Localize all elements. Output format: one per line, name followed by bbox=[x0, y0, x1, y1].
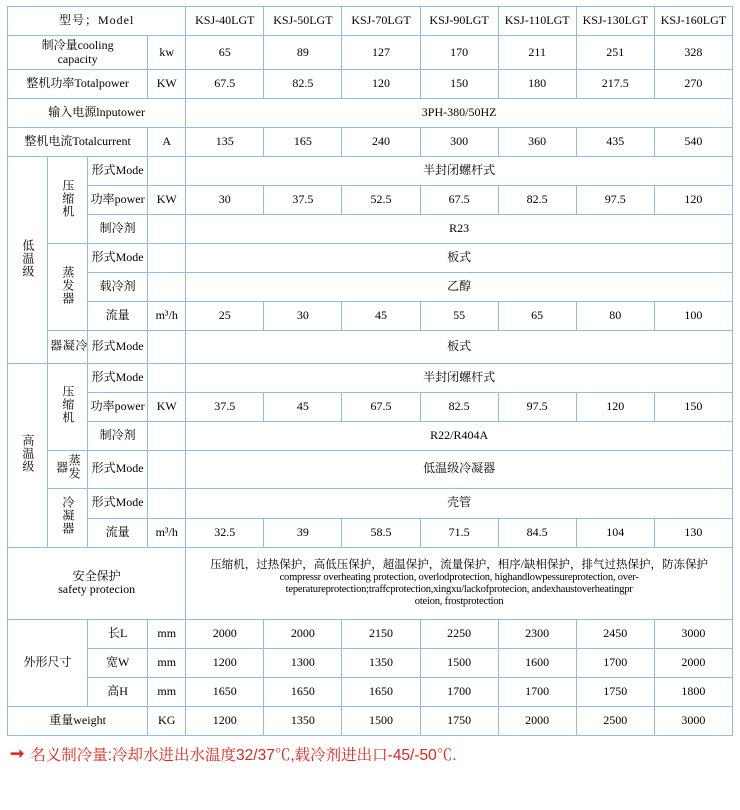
safety-label-en: safety protecion bbox=[58, 582, 136, 597]
dimension-length-label: 长L bbox=[88, 619, 148, 648]
table-row-low-compressor-refrigerant bbox=[8, 215, 733, 244]
table-row-low-compressor-power bbox=[8, 186, 733, 215]
dimension-width-v6: 1700 bbox=[576, 648, 654, 677]
low-compressor-label: 压缩机 bbox=[48, 157, 88, 244]
table-row-low-compressor-mode bbox=[8, 157, 733, 186]
low-compressor-power-v2: 37.5 bbox=[264, 186, 342, 215]
weight-v2: 1350 bbox=[264, 706, 342, 735]
dimension-length-v5: 2300 bbox=[498, 619, 576, 648]
low-stage-label: 低温级 bbox=[8, 157, 48, 364]
total-power-v6: 217.5 bbox=[576, 70, 654, 99]
low-evaporator-carrier-value: 乙醇 bbox=[186, 273, 733, 302]
low-evaporator-flow-v7: 100 bbox=[654, 302, 732, 331]
cooling-capacity-v2: 89 bbox=[264, 36, 342, 70]
low-condenser-mode-label: 形式Mode bbox=[88, 331, 148, 364]
high-compressor-power-v7: 150 bbox=[654, 392, 732, 421]
low-compressor-power-v6: 97.5 bbox=[576, 186, 654, 215]
model-col-5: KSJ-110LGT bbox=[498, 7, 576, 36]
dimension-height-v4: 1700 bbox=[420, 677, 498, 706]
high-condenser-flow-unit: m³/h bbox=[148, 518, 186, 547]
high-compressor-refrigerant-unit bbox=[148, 421, 186, 450]
dimension-height-v5: 1700 bbox=[498, 677, 576, 706]
dimension-length-v1: 2000 bbox=[186, 619, 264, 648]
low-compressor-power-v1: 30 bbox=[186, 186, 264, 215]
total-power-unit: KW bbox=[148, 70, 186, 99]
low-compressor-power-v5: 82.5 bbox=[498, 186, 576, 215]
safety-line-2: compressr overheating protection, overlodprotection, highandlowpessureprotection, over- bbox=[279, 571, 639, 583]
high-condenser-mode-value: 壳管 bbox=[186, 488, 733, 518]
model-col-2: KSJ-50LGT bbox=[264, 7, 342, 36]
low-compressor-refrigerant-label: 制冷剂 bbox=[88, 215, 148, 244]
low-condenser-mode-unit bbox=[148, 331, 186, 364]
weight-v5: 2000 bbox=[498, 706, 576, 735]
dimension-width-v1: 1200 bbox=[186, 648, 264, 677]
high-compressor-power-unit: KW bbox=[148, 392, 186, 421]
cooling-capacity-v4: 170 bbox=[420, 36, 498, 70]
table-row-high-compressor-mode bbox=[8, 363, 733, 392]
safety-value bbox=[186, 547, 733, 619]
table-row-high-condenser-flow bbox=[8, 518, 733, 547]
footer-note bbox=[10, 743, 740, 765]
low-compressor-power-v7: 120 bbox=[654, 186, 732, 215]
total-current-v5: 360 bbox=[498, 128, 576, 157]
low-compressor-power-v4: 67.5 bbox=[420, 186, 498, 215]
low-evaporator-mode-label: 形式Mode bbox=[88, 244, 148, 273]
high-compressor-power-v1: 37.5 bbox=[186, 392, 264, 421]
cooling-capacity-v1: 65 bbox=[186, 36, 264, 70]
table-row-low-evaporator-flow bbox=[8, 302, 733, 331]
table-row-high-condenser-mode bbox=[8, 488, 733, 518]
table-row-total-current bbox=[8, 128, 733, 157]
high-stage-label: 高温级 bbox=[8, 363, 48, 547]
high-evaporator-mode-label: 形式Mode bbox=[88, 450, 148, 488]
model-label: 型号；Model bbox=[8, 7, 186, 36]
high-evaporator-label: 蒸发器 bbox=[48, 450, 88, 488]
high-compressor-refrigerant-label: 制冷剂 bbox=[88, 421, 148, 450]
total-current-v3: 240 bbox=[342, 128, 420, 157]
weight-label: 重量weight bbox=[8, 706, 148, 735]
high-condenser-flow-v6: 104 bbox=[576, 518, 654, 547]
table-row-low-evaporator-mode bbox=[8, 244, 733, 273]
table-row-total-power bbox=[8, 70, 733, 99]
model-col-3: KSJ-70LGT bbox=[342, 7, 420, 36]
model-col-4: KSJ-90LGT bbox=[420, 7, 498, 36]
high-compressor-mode-value: 半封闭螺杆式 bbox=[186, 363, 733, 392]
high-compressor-power-v6: 120 bbox=[576, 392, 654, 421]
table-row-cooling-capacity bbox=[8, 36, 733, 70]
weight-v3: 1500 bbox=[342, 706, 420, 735]
safety-label-cn: 安全保护 bbox=[72, 568, 121, 583]
dimension-width-v5: 1600 bbox=[498, 648, 576, 677]
dimension-height-v3: 1650 bbox=[342, 677, 420, 706]
cooling-capacity-v3: 127 bbox=[342, 36, 420, 70]
high-compressor-power-label: 功率power bbox=[88, 392, 148, 421]
total-current-v4: 300 bbox=[420, 128, 498, 157]
high-evaporator-mode-value: 低温级冷凝器 bbox=[186, 450, 733, 488]
low-evaporator-flow-v6: 80 bbox=[576, 302, 654, 331]
high-evaporator-mode-unit bbox=[148, 450, 186, 488]
dimension-height-unit: mm bbox=[148, 677, 186, 706]
high-compressor-power-v4: 82.5 bbox=[420, 392, 498, 421]
total-power-v1: 67.5 bbox=[186, 70, 264, 99]
low-evaporator-flow-v2: 30 bbox=[264, 302, 342, 331]
dimension-length-v4: 2250 bbox=[420, 619, 498, 648]
total-power-v2: 82.5 bbox=[264, 70, 342, 99]
high-compressor-refrigerant-value: R22/R404A bbox=[186, 421, 733, 450]
low-compressor-refrigerant-value: R23 bbox=[186, 215, 733, 244]
dimension-width-label: 宽W bbox=[88, 648, 148, 677]
high-compressor-mode-unit bbox=[148, 363, 186, 392]
weight-v4: 1750 bbox=[420, 706, 498, 735]
high-condenser-flow-v1: 32.5 bbox=[186, 518, 264, 547]
high-condenser-flow-v4: 71.5 bbox=[420, 518, 498, 547]
low-compressor-mode-value: 半封闭螺杆式 bbox=[186, 157, 733, 186]
specification-table bbox=[7, 6, 733, 736]
high-compressor-power-v5: 97.5 bbox=[498, 392, 576, 421]
dimension-width-unit: mm bbox=[148, 648, 186, 677]
low-evaporator-mode-unit bbox=[148, 244, 186, 273]
cooling-capacity-unit: kw bbox=[148, 36, 186, 70]
high-compressor-power-v2: 45 bbox=[264, 392, 342, 421]
table-row-low-condenser-mode bbox=[8, 331, 733, 364]
low-evaporator-carrier-label: 载冷剂 bbox=[88, 273, 148, 302]
weight-unit: KG bbox=[148, 706, 186, 735]
low-compressor-power-v3: 52.5 bbox=[342, 186, 420, 215]
cooling-capacity-v6: 251 bbox=[576, 36, 654, 70]
high-condenser-flow-label: 流量 bbox=[88, 518, 148, 547]
dimension-height-v6: 1750 bbox=[576, 677, 654, 706]
low-evaporator-flow-v5: 65 bbox=[498, 302, 576, 331]
dimensions-label: 外形尺寸 bbox=[8, 619, 88, 706]
total-current-unit: A bbox=[148, 128, 186, 157]
low-evaporator-flow-v4: 55 bbox=[420, 302, 498, 331]
dimension-height-v2: 1650 bbox=[264, 677, 342, 706]
dimension-height-v7: 1800 bbox=[654, 677, 732, 706]
weight-v1: 1200 bbox=[186, 706, 264, 735]
dimension-length-v6: 2450 bbox=[576, 619, 654, 648]
cooling-capacity-label-line1: 制冷量cooling bbox=[41, 37, 114, 52]
safety-label bbox=[8, 547, 186, 619]
cooling-capacity-v7: 328 bbox=[654, 36, 732, 70]
low-evaporator-flow-v3: 45 bbox=[342, 302, 420, 331]
high-condenser-flow-v7: 130 bbox=[654, 518, 732, 547]
cooling-capacity-label-line2: capacity bbox=[57, 51, 98, 66]
table-row-dimension-height bbox=[8, 677, 733, 706]
table-row-input-power bbox=[8, 99, 733, 128]
high-compressor-power-v3: 67.5 bbox=[342, 392, 420, 421]
total-power-label: 整机功率Totalpower bbox=[8, 70, 148, 99]
low-evaporator-label: 蒸发器 bbox=[48, 244, 88, 331]
total-power-v4: 150 bbox=[420, 70, 498, 99]
dimension-width-v7: 2000 bbox=[654, 648, 732, 677]
dimension-length-v2: 2000 bbox=[264, 619, 342, 648]
low-compressor-power-unit: KW bbox=[148, 186, 186, 215]
dimension-length-v3: 2150 bbox=[342, 619, 420, 648]
dimension-height-v1: 1650 bbox=[186, 677, 264, 706]
table-row-weight bbox=[8, 706, 733, 735]
low-compressor-refrigerant-unit bbox=[148, 215, 186, 244]
low-evaporator-flow-label: 流量 bbox=[88, 302, 148, 331]
low-evaporator-flow-v1: 25 bbox=[186, 302, 264, 331]
arrow-right-icon: ➞ bbox=[10, 744, 25, 764]
high-compressor-label: 压缩机 bbox=[48, 363, 88, 450]
safety-line-4: oteion, frostprotection bbox=[414, 595, 504, 607]
total-power-v7: 270 bbox=[654, 70, 732, 99]
model-col-7: KSJ-160LGT bbox=[654, 7, 732, 36]
table-row-low-evaporator-carrier bbox=[8, 273, 733, 302]
total-current-v7: 540 bbox=[654, 128, 732, 157]
low-evaporator-carrier-unit bbox=[148, 273, 186, 302]
high-condenser-mode-unit bbox=[148, 488, 186, 518]
footer-note-text: 名义制冷量:冷却水进出水温度32/37℃,载冷剂进出口-45/-50℃. bbox=[30, 746, 457, 764]
dimension-length-unit: mm bbox=[148, 619, 186, 648]
dimension-height-label: 高H bbox=[88, 677, 148, 706]
dimension-length-v7: 3000 bbox=[654, 619, 732, 648]
dimension-width-v2: 1300 bbox=[264, 648, 342, 677]
model-col-1: KSJ-40LGT bbox=[186, 7, 264, 36]
high-condenser-label: 冷凝器 bbox=[48, 488, 88, 547]
table-row-high-evaporator-mode bbox=[8, 450, 733, 488]
low-compressor-mode-label: 形式Mode bbox=[88, 157, 148, 186]
total-power-v5: 180 bbox=[498, 70, 576, 99]
cooling-capacity-label bbox=[8, 36, 148, 70]
weight-v6: 2500 bbox=[576, 706, 654, 735]
table-row-dimension-length bbox=[8, 619, 733, 648]
low-condenser-label: 冷凝器 bbox=[48, 331, 88, 364]
table-row-model-header bbox=[8, 7, 733, 36]
table-row-dimension-width bbox=[8, 648, 733, 677]
high-condenser-flow-v2: 39 bbox=[264, 518, 342, 547]
total-current-label: 整机电流Totalcurrent bbox=[8, 128, 148, 157]
low-evaporator-flow-unit: m³/h bbox=[148, 302, 186, 331]
dimension-width-v3: 1350 bbox=[342, 648, 420, 677]
low-compressor-mode-unit bbox=[148, 157, 186, 186]
weight-v7: 3000 bbox=[654, 706, 732, 735]
table-row-safety bbox=[8, 547, 733, 619]
input-power-label: 输入电源lnputower bbox=[8, 99, 186, 128]
cooling-capacity-v5: 211 bbox=[498, 36, 576, 70]
total-current-v6: 435 bbox=[576, 128, 654, 157]
total-power-v3: 120 bbox=[342, 70, 420, 99]
high-condenser-flow-v3: 58.5 bbox=[342, 518, 420, 547]
table-row-high-compressor-refrigerant bbox=[8, 421, 733, 450]
dimension-width-v4: 1500 bbox=[420, 648, 498, 677]
input-power-value: 3PH-380/50HZ bbox=[186, 99, 733, 128]
low-compressor-power-label: 功率power bbox=[88, 186, 148, 215]
table-row-high-compressor-power bbox=[8, 392, 733, 421]
low-evaporator-mode-value: 板式 bbox=[186, 244, 733, 273]
high-condenser-mode-label: 形式Mode bbox=[88, 488, 148, 518]
high-condenser-flow-v5: 84.5 bbox=[498, 518, 576, 547]
safety-line-1: 压缩机，过热保护，高低压保护，超温保护，流量保护，相序/缺相保护，排气过热保护，防冻保护 bbox=[210, 558, 708, 571]
high-compressor-mode-label: 形式Mode bbox=[88, 363, 148, 392]
total-current-v1: 135 bbox=[186, 128, 264, 157]
total-current-v2: 165 bbox=[264, 128, 342, 157]
low-condenser-mode-value: 板式 bbox=[186, 331, 733, 364]
model-col-6: KSJ-130LGT bbox=[576, 7, 654, 36]
safety-line-3: teperatureprotection;traffcprotection,xingxu/lackofprotecion, andexhaustoverheatingpr bbox=[285, 583, 633, 595]
